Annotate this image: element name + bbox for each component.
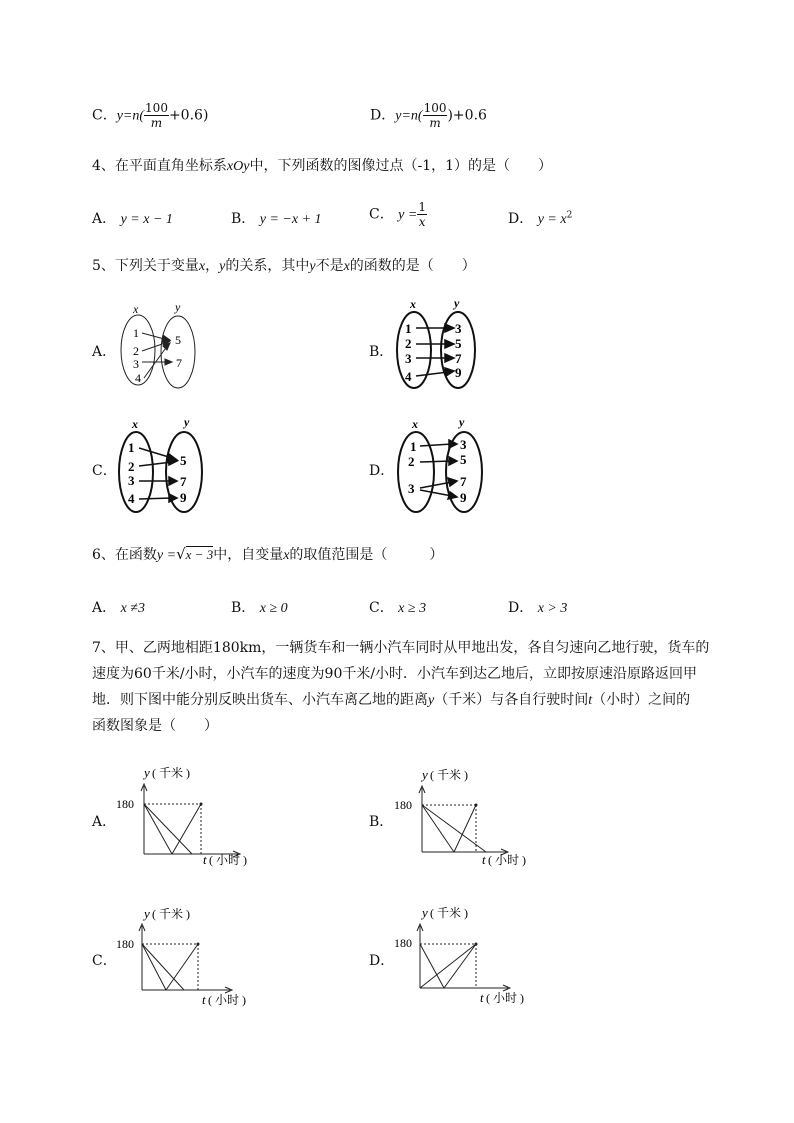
x-value: 4 [405, 369, 412, 384]
y-value: 5 [175, 333, 181, 347]
q5-option-b-label[interactable]: B． [369, 344, 394, 360]
y-value: 9 [180, 490, 187, 505]
svg-text:t: t [480, 990, 484, 1005]
y-value: 9 [460, 490, 467, 505]
y-value: 9 [455, 365, 462, 380]
y-head: y [175, 300, 181, 314]
x-value: 1 [133, 326, 139, 340]
x-axis-label [202, 992, 246, 1007]
q5-option-d-label[interactable]: D． [369, 463, 395, 479]
q5-option-a-mapping-diagram[interactable] [118, 300, 208, 390]
q4-stem: 4、在平面直角坐标系xOy中，下列函数的图像过点（-1，1）的是（ ） [92, 158, 553, 174]
y-value-180: 180 [116, 937, 134, 951]
q5-stem: 5、下列关于变量x，y的关系，其中y不是x的函数的是（ ） [92, 258, 476, 274]
q5-option-b-mapping-diagram[interactable] [392, 296, 486, 394]
endpoint-dot [475, 804, 478, 807]
q4-option-a[interactable]: A． y = x − 1 [92, 211, 173, 227]
q6-stem: 6、在函数y =√x − 3中，自变量x的取值范围是（ ） [92, 545, 444, 563]
q5-option-a-label[interactable]: A． [92, 344, 117, 360]
x-head: x [133, 302, 139, 316]
svg-text:( 小时 ): ( 小时 ) [488, 853, 526, 867]
svg-text:y: y [144, 906, 150, 921]
x-value: 2 [408, 454, 415, 469]
mapping-arrows [139, 448, 177, 502]
sqrt-symbol: √ [176, 545, 186, 563]
q3-option-d[interactable]: D．y=n( $\frac{100}{m}$ )+0.6 [370, 101, 487, 130]
svg-text:t: t [202, 992, 206, 1007]
svg-text:t: t [482, 852, 486, 867]
q7-stem-line-4: 函数图象是（ ） [92, 718, 218, 734]
x-value: 3 [133, 357, 139, 371]
y-head: y [184, 416, 190, 429]
y-value: 5 [460, 452, 467, 467]
x-value: 4 [128, 491, 135, 506]
fraction: $\frac{100}{m}$ [145, 101, 168, 130]
q7-stem-line-1: 7、甲、乙两地相距180km，一辆货车和一辆小汽车同时从甲地出发，各自匀速向乙地行驶，货车的 [92, 640, 710, 656]
y-value: 7 [460, 474, 467, 489]
q5-option-c-mapping-diagram[interactable] [114, 416, 210, 516]
x-set-ellipse [397, 312, 431, 388]
q4-option-d[interactable]: D． $y = x^2$ [508, 210, 573, 227]
q7-option-d-graph[interactable] [386, 900, 546, 1010]
y-axis-label [142, 765, 190, 780]
svg-text:( 千米 ): ( 千米 ) [152, 907, 190, 921]
graph-lines [422, 805, 486, 852]
q6-option-c[interactable]: C． x ≥ 3 [369, 600, 427, 616]
endpoint-dot [197, 943, 200, 946]
x-head: x [410, 297, 416, 311]
q7-stem-line-2: 速度为60千米/小时，小汽车的速度为90千米/小时．小汽车到达乙地后，立即按原速沿原路返回甲 [92, 666, 698, 682]
y-value: 5 [180, 453, 187, 468]
x-value: 3 [128, 473, 135, 488]
endpoint-dot [200, 803, 203, 806]
axes [417, 924, 510, 991]
x-value: 2 [405, 336, 412, 351]
q7-option-a-label[interactable]: A． [92, 814, 117, 830]
y-value: 3 [460, 437, 467, 452]
q7-option-b-label[interactable]: B． [369, 814, 394, 830]
svg-text:( 小时 ): ( 小时 ) [209, 853, 247, 867]
y-axis-label [420, 905, 468, 920]
y-value: 5 [455, 336, 462, 351]
y-set-ellipse [161, 316, 195, 388]
q6-option-a[interactable]: A． x ≠3 [92, 600, 145, 616]
svg-text:y: y [422, 767, 428, 782]
y-axis-label [142, 906, 190, 921]
svg-text:t: t [203, 852, 207, 867]
x-value: 1 [405, 321, 412, 336]
q7-option-a-graph[interactable] [110, 762, 270, 872]
svg-text:( 千米 ): ( 千米 ) [430, 906, 468, 920]
y-value-180: 180 [116, 797, 134, 811]
x-value: 4 [135, 371, 141, 385]
svg-text:y: y [144, 765, 150, 780]
x-axis-label [482, 852, 526, 867]
y-head: y [459, 416, 465, 429]
q7-option-c-label[interactable]: C． [92, 953, 117, 969]
x-value: 3 [405, 351, 412, 366]
mapping-arrows [416, 324, 454, 376]
graph-lines [420, 944, 476, 988]
fraction: $\frac{1}{x}$ [418, 200, 426, 229]
y-value-180: 180 [394, 798, 412, 812]
x-head: x [132, 417, 138, 431]
fraction: $\frac{100}{m}$ [423, 101, 447, 130]
q7-option-c-graph[interactable] [110, 902, 270, 1012]
svg-text:y: y [422, 905, 428, 920]
q3-option-c[interactable]: C．y=n( $\frac{100}{m}$ +0.6) [92, 101, 209, 130]
y-value: 3 [455, 321, 462, 336]
x-set-ellipse [119, 432, 153, 512]
y-head: y [454, 296, 460, 310]
q6-option-d[interactable]: D． x > 3 [508, 600, 568, 616]
y-axis-label [420, 767, 468, 782]
q5-option-c-label[interactable]: C． [92, 463, 117, 479]
y-value-180: 180 [394, 936, 412, 950]
axes [139, 924, 232, 993]
x-value: 3 [408, 481, 415, 496]
graph-lines [144, 804, 201, 854]
x-value: 1 [410, 439, 417, 454]
q5-option-d-mapping-diagram[interactable] [394, 416, 490, 516]
x-value: 2 [128, 459, 135, 474]
svg-text:( 千米 ): ( 千米 ) [430, 768, 468, 782]
mapping-arrows [420, 440, 457, 499]
y-value: 7 [176, 356, 182, 370]
q7-option-d-label[interactable]: D． [369, 953, 395, 969]
x-head: x [412, 417, 418, 431]
x-axis-label [203, 852, 247, 867]
y-value: 7 [455, 351, 462, 366]
endpoint-dot [475, 943, 478, 946]
q7-stem-line-3: 地．则下图中能分别反映出货车、小汽车离乙地的距离y（千米）与各自行驶时间t（小时）之间的 [92, 692, 691, 708]
svg-text:( 千米 ): ( 千米 ) [152, 766, 190, 780]
svg-text:( 小时 ): ( 小时 ) [486, 991, 524, 1005]
axes [141, 784, 240, 857]
y-value: 7 [180, 474, 187, 489]
q4-option-b[interactable]: B． y = −x + 1 [231, 211, 322, 227]
x-value: 1 [128, 440, 135, 455]
mapping-arrows [142, 333, 172, 378]
graph-lines [142, 944, 198, 990]
q4-option-c[interactable]: C． y = $\frac{1}{x}$ [369, 200, 426, 229]
x-value: 2 [133, 344, 139, 358]
q7-option-b-graph[interactable] [386, 762, 546, 872]
q6-option-b[interactable]: B． x ≥ 0 [231, 600, 288, 616]
svg-text:( 小时 ): ( 小时 ) [208, 993, 246, 1007]
x-axis-label [480, 990, 524, 1005]
